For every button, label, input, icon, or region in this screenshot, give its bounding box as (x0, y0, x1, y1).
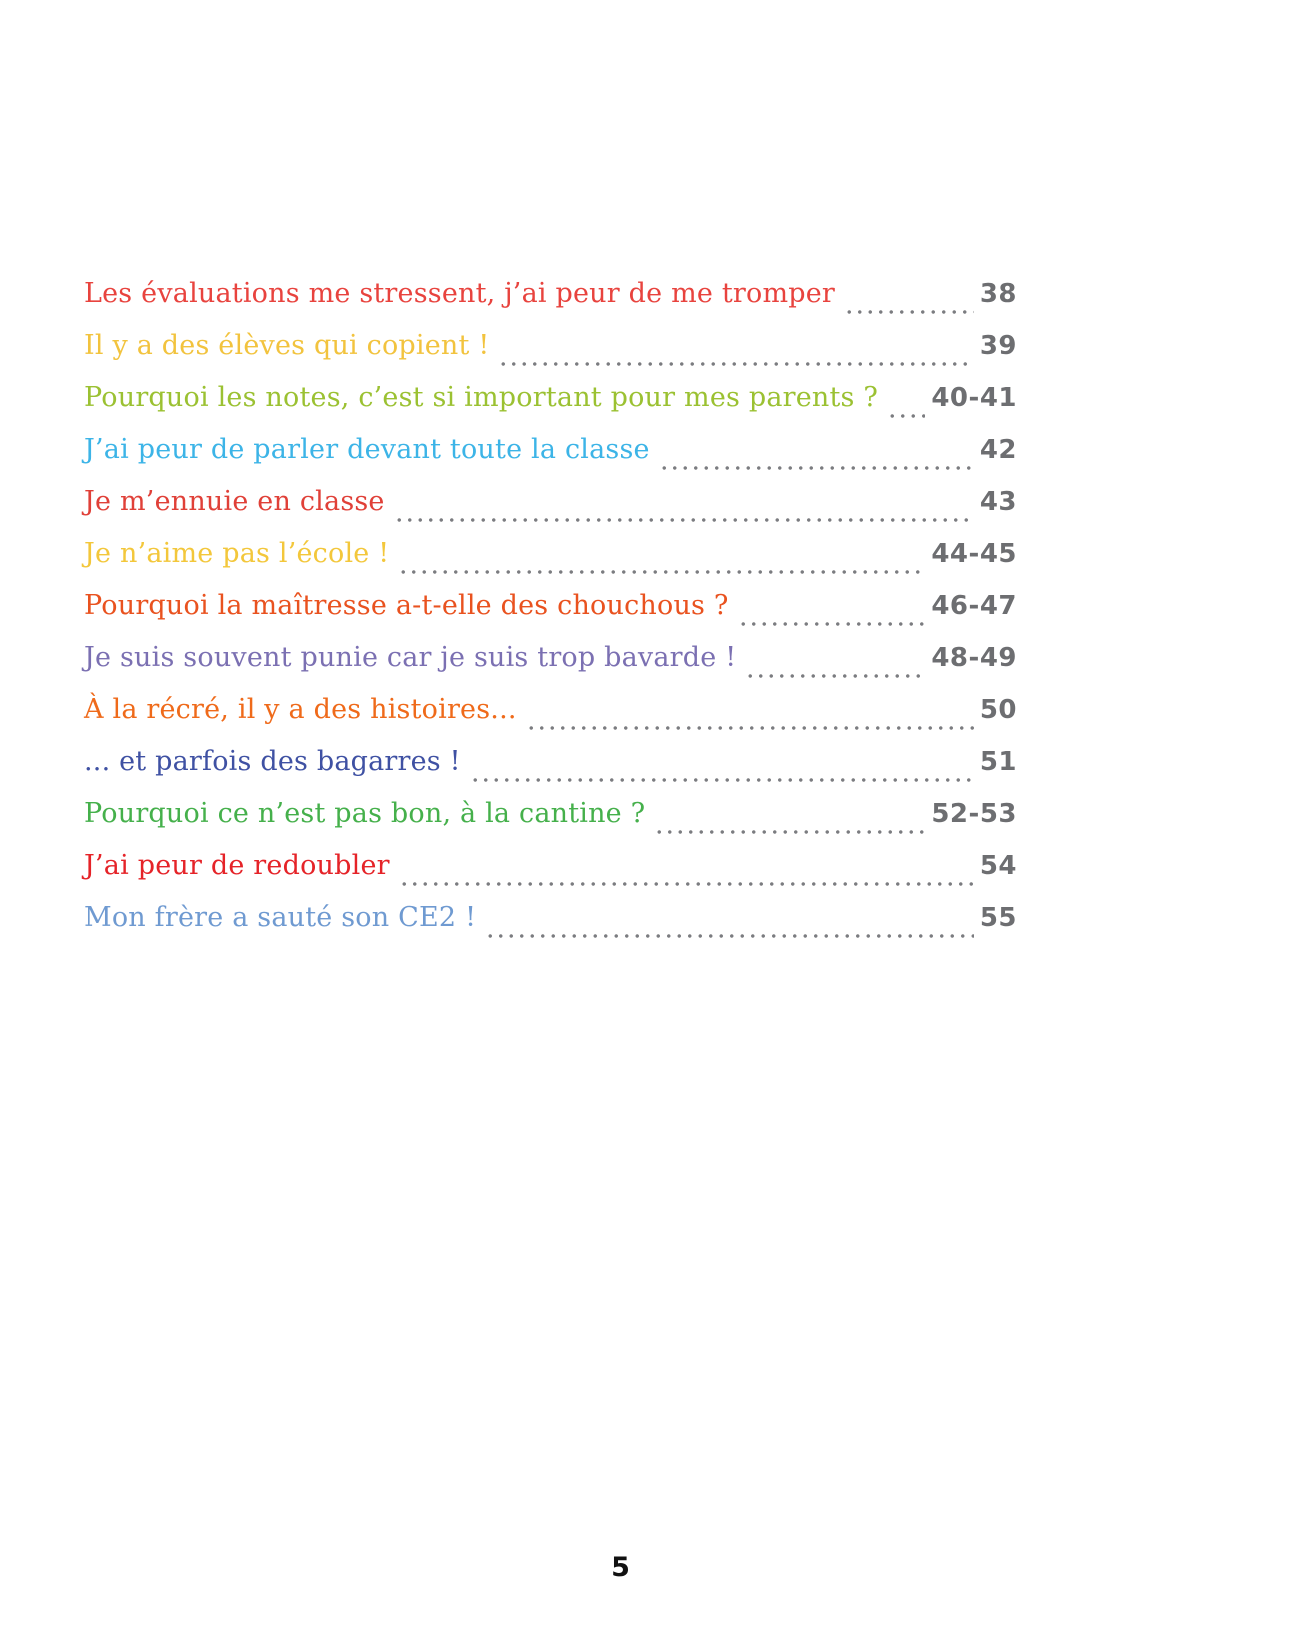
dotted-leader (745, 642, 925, 694)
toc-entry (84, 590, 1017, 642)
footer-page-number: 5 (611, 1552, 630, 1583)
toc-entry-page-number: 44-45 (931, 539, 1017, 569)
toc-entry-page-number: 38 (979, 279, 1017, 309)
dotted-leader (659, 434, 974, 486)
toc-entry-title: Pourquoi ce n’est pas bon, à la cantine ? (84, 798, 646, 829)
toc-entry (84, 798, 1017, 850)
toc-entry-title: Mon frère a sauté son CE2 ! (84, 902, 477, 933)
dotted-leader (394, 486, 974, 538)
dotted-leader (887, 382, 925, 434)
toc-entry (84, 330, 1017, 382)
table-of-contents (84, 278, 1017, 954)
toc-entry (84, 382, 1017, 434)
toc-entry (84, 278, 1017, 330)
toc-entry-page-number: 55 (979, 903, 1017, 933)
toc-entry (84, 902, 1017, 954)
toc-entry (84, 746, 1017, 798)
toc-entry-title: J’ai peur de parler devant toute la classe (84, 434, 650, 465)
toc-entry-page-number: 48-49 (931, 643, 1017, 673)
toc-entry-page-number: 39 (979, 331, 1017, 361)
toc-entry (84, 486, 1017, 538)
toc-entry (84, 538, 1017, 590)
toc-entry-title: Je n’aime pas l’école ! (84, 538, 390, 569)
toc-entry (84, 850, 1017, 902)
dotted-leader (526, 694, 974, 746)
toc-entry-page-number: 46-47 (931, 591, 1017, 621)
toc-entry-title: Il y a des élèves qui copient ! (84, 330, 490, 361)
toc-entry-page-number: 51 (979, 747, 1017, 777)
toc-entry-title: Pourquoi les notes, c’est si important pour mes parents ? (84, 382, 879, 413)
toc-entry-page-number: 52-53 (931, 799, 1017, 829)
dotted-leader (844, 278, 974, 330)
toc-entry-page-number: 54 (979, 851, 1017, 881)
dotted-leader (399, 850, 974, 902)
dotted-leader (398, 538, 925, 590)
dotted-leader (485, 902, 974, 954)
toc-entry-page-number: 40-41 (931, 383, 1017, 413)
toc-entry-page-number: 42 (979, 435, 1017, 465)
dotted-leader (470, 746, 974, 798)
toc-entry-title: Je suis souvent punie car je suis trop bavarde ! (84, 642, 737, 673)
toc-entry (84, 434, 1017, 486)
toc-entry-page-number: 50 (979, 695, 1017, 725)
toc-entry-title: J’ai peur de redoubler (84, 850, 390, 881)
dotted-leader (498, 330, 973, 382)
toc-entry (84, 642, 1017, 694)
toc-entry-title: Je m’ennuie en classe (84, 486, 385, 517)
dotted-leader (738, 590, 926, 642)
toc-entry-title: ... et parfois des bagarres ! (84, 746, 461, 777)
toc-entry-title: Pourquoi la maîtresse a-t-elle des chouchous ? (84, 590, 729, 621)
toc-entry-page-number: 43 (979, 487, 1017, 517)
toc-entry (84, 694, 1017, 746)
toc-entry-title: À la récré, il y a des histoires... (84, 694, 517, 725)
toc-entry-title: Les évaluations me stressent, j’ai peur de me tromper (84, 278, 836, 309)
dotted-leader (654, 798, 925, 850)
